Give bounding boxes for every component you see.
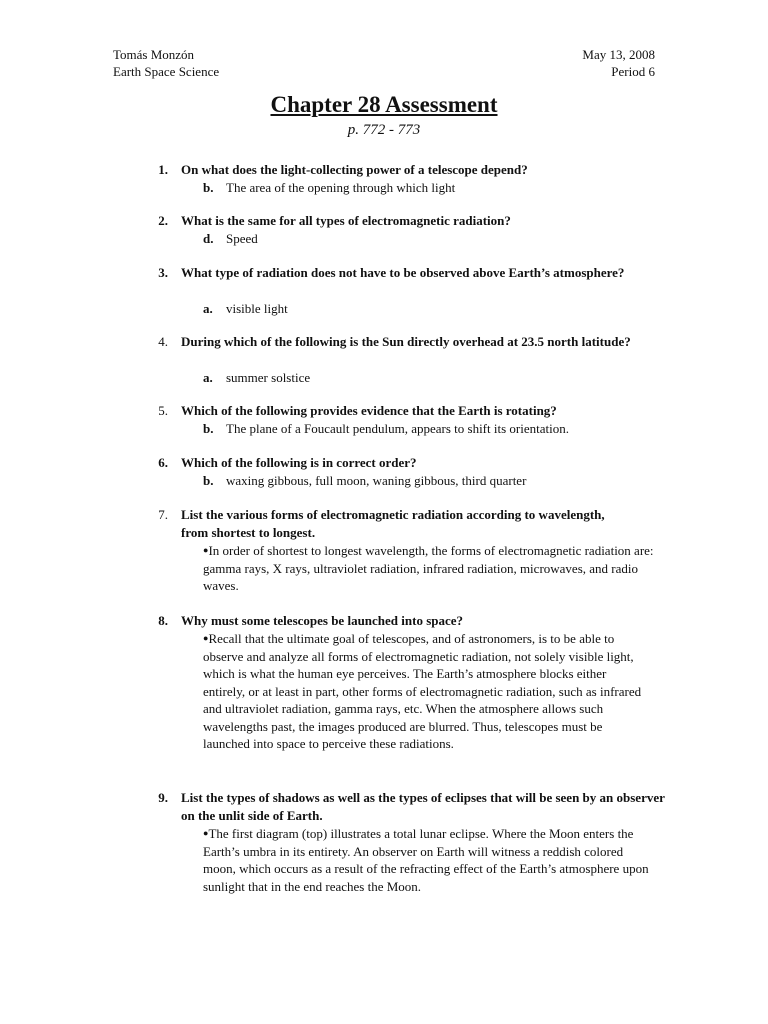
bullet-icon: ● xyxy=(203,828,209,838)
question-text: On what does the light-collecting power of a telescope depend? xyxy=(181,162,528,177)
question-number: 4. xyxy=(158,334,168,349)
answer-letter: a. xyxy=(203,370,213,385)
answer-letter: d. xyxy=(203,231,214,246)
question-text: Why must some telescopes be launched into space? xyxy=(181,613,464,628)
answer xyxy=(203,420,663,438)
header-left xyxy=(113,46,219,80)
answer-letter: b. xyxy=(203,473,214,488)
answer-text: summer solstice xyxy=(226,370,311,385)
answer-text: The plane of a Foucault pendulum, appears to shift its orientation. xyxy=(226,421,569,436)
answer xyxy=(203,230,663,248)
answer-paragraph xyxy=(203,825,658,895)
answer xyxy=(203,472,663,490)
question-number: 8. xyxy=(158,613,168,628)
answer-text: waxing gibbous, full moon, waning gibbous, third quarter xyxy=(226,473,527,488)
answer-paragraph xyxy=(203,630,643,753)
answer-letter: b. xyxy=(203,180,214,195)
question-number: 5. xyxy=(158,403,168,418)
question-number: 7. xyxy=(158,507,168,522)
answer-text: In order of shortest to longest wavelength, the forms of electromagnetic radiation are: gamma rays, X rays, ultraviolet radiation, infrared radiation, microwaves, and radio waves. xyxy=(203,543,654,593)
answer-text: Recall that the ultimate goal of telescopes, and of astronomers, is to be able to observe and analyze all forms of electromagnetic radiation, not solely visible light, which is what the human eye perceives. The Earth’s atmosphere blocks either entirely, or at least in part, other forms of electromagnetic radiation, such as infrared and ultraviolet radiation, gamma rays, etc. When the atmosphere allows such wavelengths past, the images produced are blurred. Thus, telescopes must be launched into space to perceive these radiations. xyxy=(203,631,642,751)
page-subtitle: p. 772 - 773 xyxy=(347,122,421,138)
answer-text: Speed xyxy=(226,231,258,246)
question-text: Which of the following is in correct order? xyxy=(181,455,417,470)
question-number: 6. xyxy=(158,455,168,470)
answer-text: The area of the opening through which light xyxy=(226,180,456,195)
date: May 13, 2008 xyxy=(582,47,655,62)
question-text: What is the same for all types of electromagnetic radiation? xyxy=(181,213,511,228)
page-title: Chapter 28 Assessment xyxy=(270,92,498,117)
answer-letter: b. xyxy=(203,421,214,436)
question-number: 1. xyxy=(158,162,168,177)
bullet-icon: ● xyxy=(203,633,209,643)
question-number: 2. xyxy=(158,213,168,228)
period: Period 6 xyxy=(611,64,655,79)
answer xyxy=(203,179,663,197)
course-name: Earth Space Science xyxy=(113,64,220,79)
question-text: What type of radiation does not have to be observed above Earth’s atmosphere? xyxy=(181,265,625,280)
answer xyxy=(203,369,663,387)
question-text: Which of the following provides evidence that the Earth is rotating? xyxy=(181,403,557,418)
answer-letter: a. xyxy=(203,301,213,316)
student-name: Tomás Monzón xyxy=(113,47,195,62)
answer-text: visible light xyxy=(226,301,288,316)
bullet-icon: ● xyxy=(203,545,209,555)
question-text: List the various forms of electromagnetic radiation according to wavelength, from shortest to longest. xyxy=(181,507,605,540)
question-text: During which of the following is the Sun directly overhead at 23.5 north latitude? xyxy=(181,334,631,349)
answer xyxy=(203,300,663,318)
answer-text: The first diagram (top) illustrates a total lunar eclipse. Where the Moon enters the Earth’s umbra in its entirety. An observer on Earth will witness a reddish colored moon, which occurs as a result of the refracting effect of the Earth’s atmosphere upon sunlight that in the end reaches the Moon. xyxy=(203,826,649,894)
question-number: 9. xyxy=(158,790,168,805)
header-right xyxy=(582,46,655,80)
answer-paragraph xyxy=(203,542,658,595)
question-text: List the types of shadows as well as the types of eclipses that will be seen by an observer on the unlit side of Earth. xyxy=(181,790,665,823)
question-number: 3. xyxy=(158,265,168,280)
